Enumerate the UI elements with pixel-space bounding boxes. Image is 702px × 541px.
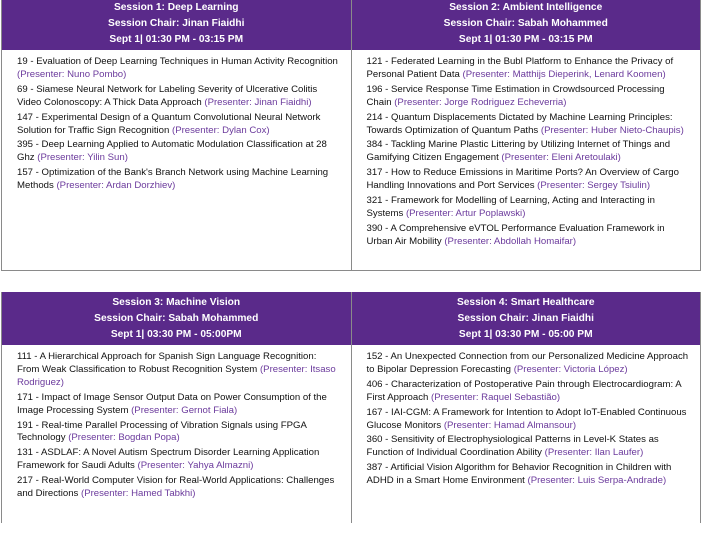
- paper-presenter: (Presenter: Nuno Pombo): [17, 68, 127, 80]
- session-3-time: Sept 1| 03:30 PM - 05:00PM: [110, 329, 242, 340]
- paper-presenter: (Presenter: Dylan Cox): [172, 124, 270, 136]
- paper-title: 214 - Quantum Displacements Dictated by Machine Learning Principles: Towards Optimization of Quantum Paths: [366, 111, 673, 136]
- paper-presenter: (Presenter: Bogdan Popa): [68, 432, 180, 444]
- paper-presenter: (Presenter: Ardan Dorzhiev): [56, 180, 176, 192]
- paper-item: [17, 167, 341, 193]
- session-3-chair: Session Chair: Sabah Mohammed: [94, 313, 259, 324]
- paper-title: 157 - Optimization of the Bank's Branch Network using Machine Learning Methods: [17, 167, 329, 192]
- session-4-chair: Session Chair: Jinan Fiaidhi: [457, 313, 594, 324]
- session-1-title: Session 1: Deep Learning: [113, 2, 239, 13]
- session-2-chair: Session Chair: Sabah Mohammed: [443, 18, 608, 29]
- paper-item: [367, 223, 691, 249]
- paper-title: 171 - Impact of Image Sensor Output Data on Power Consumption of the Image Processing System: [17, 391, 327, 416]
- session-4-header: [352, 292, 701, 345]
- paper-presenter: (Presenter: Hamad Almansour): [443, 419, 577, 431]
- paper-item: [17, 392, 341, 418]
- paper-presenter: (Presenter: Hamed Tabkhi): [81, 488, 196, 500]
- paper-item: [367, 84, 691, 110]
- paper-title: 111 - A Hierarchical Approach for Spanish Sign Language Recognition: From Weak Classification to Robust Recognition System: [17, 351, 317, 375]
- session-2-title: Session 2: Ambient Intelligence: [449, 2, 603, 13]
- paper-title: 69 - Siamese Neural Network for Labeling Severity of Ulcerative Colitis Video Colonoscopy: A Thick Data Approach: [17, 83, 318, 108]
- paper-item: [367, 379, 691, 405]
- paper-item: [17, 112, 341, 138]
- paper-presenter: (Presenter: Luis Serpa-Andrade): [527, 475, 667, 487]
- paper-item: [367, 56, 691, 82]
- paper-title: 317 - How to Reduce Emissions in Maritime Ports? An Overview of Cargo Handling Innovations and Port Services: [366, 167, 679, 192]
- session-1-chair: Session Chair: Jinan Fiaidhi: [108, 18, 245, 29]
- paper-item: [17, 351, 341, 390]
- session-2-header: [352, 0, 701, 50]
- paper-presenter: (Presenter: Jinan Fiaidhi): [204, 96, 312, 108]
- paper-title: 121 - Federated Learning in the Bubl Platform to Enhance the Privacy of Personal Patient Data: [366, 56, 674, 80]
- paper-title: 395 - Deep Learning Applied to Automatic Modulation Classification at 28 Ghz: [17, 139, 327, 164]
- session-4-title: Session 4: Smart Healthcare: [456, 297, 595, 308]
- paper-presenter: (Presenter: Yilin Sun): [37, 152, 128, 164]
- paper-title: 191 - Real-time Parallel Processing of Vibration Signals using FPGA Technology: [17, 419, 307, 444]
- paper-title: 406 - Characterization of Postoperative Pain through Electrocardiogram: A First Approach: [366, 378, 682, 403]
- paper-title: 390 - A Comprehensive eVTOL Performance Evaluation Framework in Urban Air Mobility: [366, 222, 665, 247]
- paper-title: 196 - Service Response Time Estimation in Crowdsourced Processing Chain: [366, 83, 665, 108]
- session-4-cell: [351, 292, 701, 523]
- paper-presenter: (Presenter: Huber Nieto-Chaupis): [540, 124, 684, 136]
- paper-item: [17, 139, 341, 165]
- paper-title: 152 - An Unexpected Connection from our Personalized Medicine Approach to Bipolar Depression Forecasting: [366, 351, 689, 375]
- session-3-title: Session 3: Machine Vision: [112, 297, 241, 308]
- session-1-header: [2, 0, 351, 50]
- paper-title: 19 - Evaluation of Deep Learning Techniques in Human Activity Recognition: [17, 56, 338, 67]
- paper-presenter: (Presenter: Sergey Tsiulin): [537, 180, 651, 192]
- paper-item: [367, 195, 691, 221]
- paper-item: [17, 420, 341, 446]
- session-2-cell: [351, 0, 701, 271]
- paper-presenter: (Presenter: Yahya Almazni): [137, 460, 254, 472]
- paper-item: [367, 351, 691, 377]
- schedule-table-bottom: [1, 292, 701, 523]
- paper-item: [367, 462, 691, 488]
- paper-title: 167 - IAI-CGM: A Framework for Intention to Adopt IoT-Enabled Continuous Glucose Monitors: [366, 406, 687, 431]
- paper-item: [367, 407, 691, 433]
- paper-presenter: (Presenter: Itsaso Rodriguez): [17, 363, 336, 388]
- paper-item: [367, 112, 691, 138]
- paper-title: 147 - Experimental Design of a Quantum Convolutional Neural Network Solution for Traffic Sign Recognition: [17, 111, 321, 136]
- paper-presenter: (Presenter: Matthijs Dieperink, Lenard Koomen): [462, 68, 666, 80]
- session-3-papers: [2, 345, 351, 523]
- paper-title: 321 - Framework for Modelling of Learning, Acting and Interacting in Systems: [366, 195, 656, 219]
- session-2-time: Sept 1| 01:30 PM - 03:15 PM: [458, 34, 593, 45]
- paper-item: [17, 56, 341, 82]
- paper-item: [17, 84, 341, 110]
- session-4-papers: [352, 345, 701, 523]
- paper-presenter: (Presenter: Raquel Sebastião): [431, 391, 561, 403]
- schedule-table-top: [1, 0, 701, 271]
- session-1-time: Sept 1| 01:30 PM - 03:15 PM: [109, 34, 244, 45]
- session-3-header: [2, 292, 351, 345]
- paper-presenter: (Presenter: Jorge Rodriguez Echeverria): [394, 96, 567, 108]
- session-2-papers: [352, 50, 701, 270]
- session-1-cell: [2, 0, 352, 271]
- paper-item: [17, 475, 341, 501]
- paper-item: [367, 434, 691, 460]
- paper-presenter: (Presenter: Victoria López): [513, 363, 628, 375]
- session-1-papers: [2, 50, 351, 270]
- paper-presenter: (Presenter: Ilan Laufer): [544, 447, 644, 459]
- paper-presenter: (Presenter: Abdollah Homaifar): [444, 235, 577, 247]
- paper-title: 387 - Artificial Vision Algorithm for Behavior Recognition in Children with ADHD in a Smart Home Environment: [366, 462, 672, 487]
- paper-title: 384 - Tackling Marine Plastic Littering by Utilizing Internet of Things and Gamifying Citizen Engagement: [366, 139, 671, 164]
- paper-title: 217 - Real-World Computer Vision for Real-World Applications: Challenges and Directions: [17, 475, 335, 500]
- paper-title: 360 - Sensitivity of Electrophysiological Patterns in Level-K States as Function of Individual Coordination Ability: [366, 434, 659, 459]
- paper-item: [367, 167, 691, 193]
- paper-title: 131 - ASDLAF: A Novel Autism Spectrum Disorder Learning Application Framework for Saudi Adults: [17, 447, 320, 472]
- paper-presenter: (Presenter: Gernot Fiala): [131, 404, 238, 416]
- paper-item: [17, 447, 341, 473]
- session-4-time: Sept 1| 03:30 PM - 05:00 PM: [458, 329, 593, 340]
- paper-presenter: (Presenter: Eleni Aretoulaki): [501, 152, 621, 164]
- paper-item: [367, 139, 691, 165]
- paper-presenter: (Presenter: Artur Poplawski): [405, 207, 526, 219]
- session-3-cell: [2, 292, 352, 523]
